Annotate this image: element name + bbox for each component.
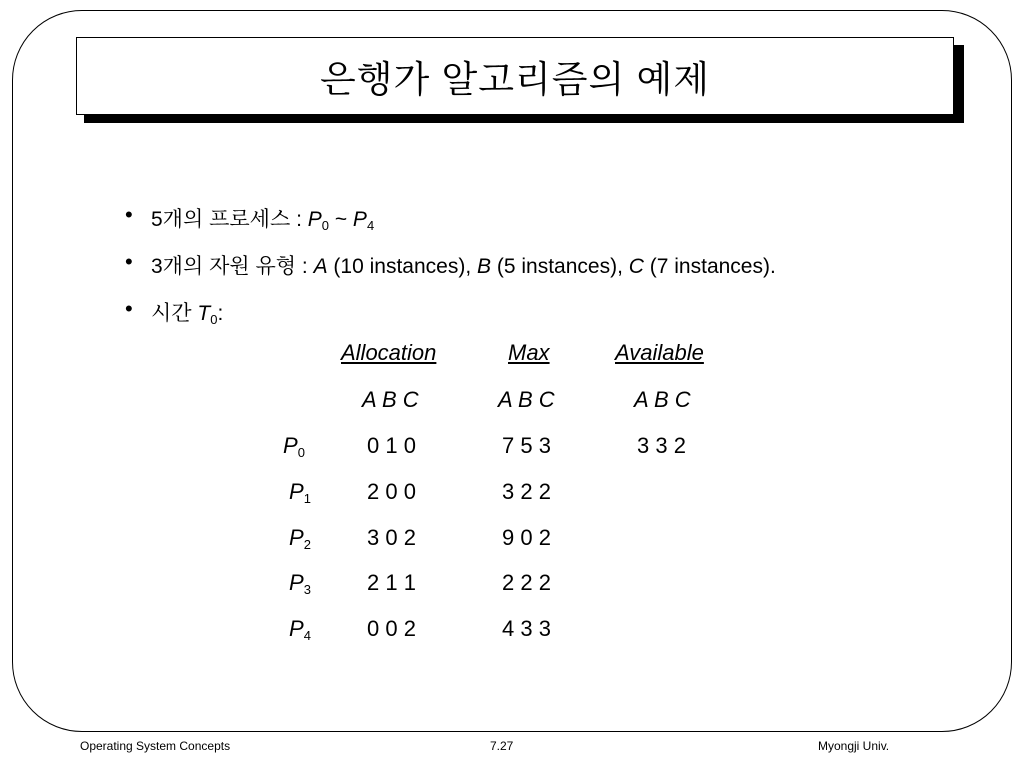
process-label: $P_2$ [289, 525, 311, 552]
bullet-text: ~ [328, 208, 353, 231]
process-label: $P_3$ [289, 570, 311, 597]
footer-page-number: 7.27 [490, 739, 514, 753]
bullet-text: 3개의 자원 유형 : [151, 255, 314, 278]
header-max: Max [508, 340, 550, 365]
allocation-value: 0 0 2 [367, 616, 416, 641]
header-available: Available [615, 340, 704, 365]
time-symbol: T [197, 302, 211, 325]
process-symbol: P [352, 208, 367, 231]
max-value: 2 2 2 [502, 570, 551, 595]
subheader-max: A B C [498, 387, 555, 412]
process-subscript: 0 [321, 218, 329, 233]
allocation-value: 2 1 1 [367, 570, 416, 595]
bullet-text: 5개의 프로세스 : [151, 208, 308, 231]
bullet-text: (10 instances), [327, 255, 477, 278]
bullet-dot-icon: • [125, 249, 133, 274]
max-value: 9 0 2 [502, 525, 551, 550]
allocation-value: 0 1 0 [367, 433, 416, 458]
bullet-dot-icon: • [125, 202, 133, 227]
bullet-text: : [217, 302, 224, 325]
allocation-value: 2 0 0 [367, 479, 416, 504]
allocation-value: 3 0 2 [367, 525, 416, 550]
process-label: $P_1$ [289, 479, 311, 506]
available-value: 3 3 2 [637, 433, 686, 458]
header-allocation: Allocation [341, 340, 437, 365]
bullet-dot-icon: • [125, 296, 133, 321]
resource-b: B [477, 255, 492, 278]
time-subscript: 0 [210, 312, 218, 327]
process-symbol: P [307, 208, 322, 231]
resource-a: A [313, 255, 328, 278]
subheader-available: A B C [634, 387, 691, 412]
subheader-allocation: A B C [362, 387, 419, 412]
max-value: 3 2 2 [502, 479, 551, 504]
bullet-text: (5 instances), [491, 255, 629, 278]
process-subscript: 4 [366, 218, 375, 233]
bullet-text: 시간 [151, 302, 198, 325]
title-box [76, 37, 954, 115]
bullet-text: (7 instances). [643, 255, 776, 278]
footer-university: Myongji Univ. [818, 739, 890, 753]
max-value: 4 3 3 [502, 616, 551, 641]
process-label: $P_0$ [283, 433, 305, 460]
process-label: $P_4$ [289, 616, 311, 643]
resource-c: C [628, 255, 644, 278]
max-value: 7 5 3 [502, 433, 551, 458]
footer-course: Operating System Concepts [80, 739, 231, 753]
slide-title: 은행가 알고리즘의 예제 [320, 59, 710, 100]
